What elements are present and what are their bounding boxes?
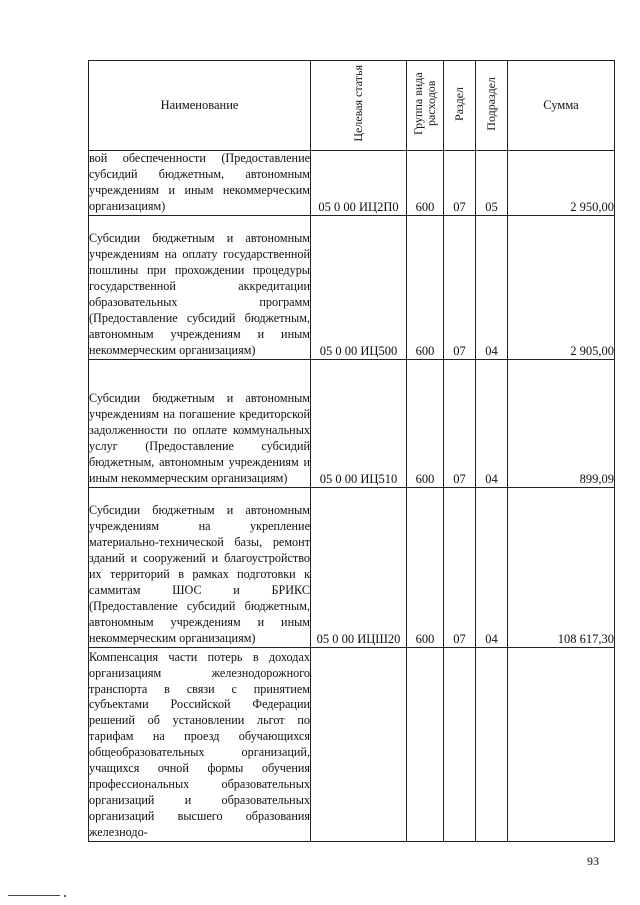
row-subsection [476,647,508,841]
table-row [89,151,615,216]
row-subsection: 04 [476,487,508,647]
row-code: 05 0 00 ИЦ2П0 [311,151,407,216]
table-row [89,215,615,359]
row-amount [508,647,615,841]
header-section: Раздел [444,61,476,151]
row-section: 07 [444,359,476,487]
row-subsection: 05 [476,151,508,216]
table-header-row [89,61,615,151]
table-row [89,647,615,841]
table-row [89,359,615,487]
row-group: 600 [407,487,444,647]
row-subsection: 04 [476,359,508,487]
row-amount: 2 950,00 [508,151,615,216]
row-name: вой обеспеченности (Предоставление субсидий бюджетным, автономным учреждениям и иным некоммерческим организациям) [89,151,311,216]
footer-rule [8,895,60,896]
row-section: 07 [444,215,476,359]
row-section: 07 [444,151,476,216]
row-subsection: 04 [476,215,508,359]
header-subsection: Подраздел [476,61,508,151]
page-number: 93 [587,854,599,868]
row-amount: 108 617,30 [508,487,615,647]
header-target: Целевая статья [311,61,407,151]
row-name: Компенсация части потерь в доходах организациям железнодорожного транспорта в связи с принятием субъектами Российской Федерации решений об установлении льгот по тарифам на проезд обучающихся общеобразовательных организаций, учащихся очной формы обучения профессиональных образовательных организаций и образовательных организаций высшего образования железнодо- [89,647,311,841]
header-group: Группа вида расходов [407,61,444,151]
row-code [311,647,407,841]
budget-table [88,60,615,842]
header-sum: Сумма [508,61,615,151]
row-amount: 2 905,00 [508,215,615,359]
row-group: 600 [407,359,444,487]
row-section: 07 [444,487,476,647]
row-code: 05 0 00 ИЦ500 [311,215,407,359]
row-code: 05 0 00 ИЦ510 [311,359,407,487]
row-group [407,647,444,841]
footer-mark [64,895,66,897]
row-name: Субсидии бюджетным и автономным учреждениям на погашение кредиторской задолженности по оплате коммунальных услуг (Предоставление субсидий бюджетным, автономным учреждениям и иным некоммерческим организациям) [89,359,311,487]
row-amount: 899,09 [508,359,615,487]
table-row [89,487,615,647]
row-group: 600 [407,215,444,359]
header-name: Наименование [89,61,311,151]
row-code: 05 0 00 ИЦШ20 [311,487,407,647]
row-name: Субсидии бюджетным и автономным учреждениям на укрепление материально-технической базы, ремонт зданий и сооружений и благоустройство их территорий в рамках подготовки к саммитам ШОС и БРИКС (Предоставление субсидий бюджетным, автономным учреждениям и иным некоммерческим организациям) [89,487,311,647]
row-name: Субсидии бюджетным и автономным учреждениям на оплату государственной пошлины при прохождении процедуры государственной аккредитации образовательных программ (Предоставление субсидий бюджетным, автономным учреждениям и иным некоммерческим организациям) [89,215,311,359]
row-group: 600 [407,151,444,216]
row-section [444,647,476,841]
